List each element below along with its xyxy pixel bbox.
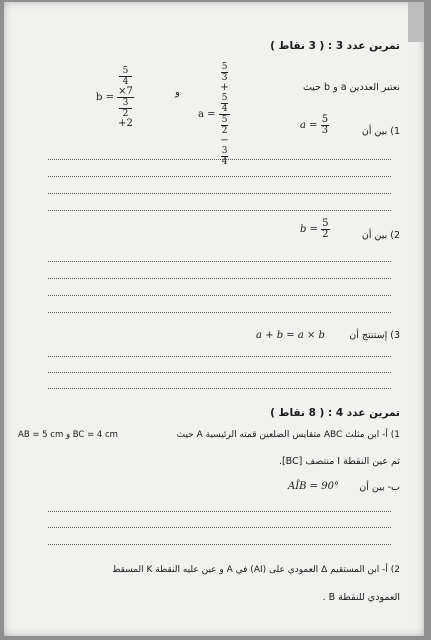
ex3-q1-text: 1) بين أن: [361, 126, 400, 137]
page-edge-shadow: [408, 2, 424, 42]
answer-line: [48, 159, 391, 160]
q1-fraction: [321, 115, 329, 136]
definition-b: [96, 66, 134, 129]
q1-lhs: a =: [300, 120, 318, 131]
q2-fraction: [321, 219, 329, 240]
answer-line: [48, 527, 391, 528]
answer-line: [48, 372, 391, 373]
ex4-q1a-text: 1) أ- ابن مثلث ABC متقايس الضلعين قمته الرئيسية A حيث: [176, 430, 400, 440]
ex3-q3-expression: a + b = a × b: [256, 330, 325, 341]
a-label: a =: [198, 109, 216, 120]
q1-numerator: 5: [321, 114, 329, 125]
exercise-3-intro: نعتبر العددين a و b حيث: [302, 82, 400, 93]
and-word: و: [175, 87, 180, 98]
ex3-q3-text: 3) إستنتج أن: [349, 330, 400, 341]
worksheet-page: [4, 2, 424, 636]
answer-line: [48, 356, 391, 357]
exercise-4-title: تمرين عدد 4 : ( 8 نقاط ): [270, 407, 400, 419]
ex3-q2-text: 2) بين أن: [361, 230, 400, 241]
ex4-q2-line2: العمودي للنقطة B .: [322, 592, 400, 603]
exercise-3-title: تمرين عدد 3 : ( 3 نقاط ): [270, 40, 400, 52]
ex3-q1-expression: [300, 115, 329, 136]
ex4-q2-line1: 2) أ- ابن المستقيم Δ العمودي على (AI) في A و عين عليه النقطة K المسقط: [112, 565, 400, 575]
q2-numerator: 5: [322, 218, 329, 229]
answer-line: [48, 261, 391, 262]
answer-line: [48, 278, 391, 279]
a-fraction: 5 3 + 5 4 5 2 − 3 4: [220, 62, 229, 167]
answer-line: [48, 388, 391, 389]
answer-line: [48, 312, 391, 313]
answer-line: [48, 176, 391, 177]
ex4-q1a-line2: ثم عين النقطة I منتصف [BC].: [278, 456, 400, 467]
answer-line: [48, 544, 391, 545]
answer-line: [48, 193, 391, 194]
answer-line: [48, 295, 391, 296]
b-label: b =: [96, 92, 114, 103]
ex4-q1b-text: ب- بين أن: [359, 482, 400, 493]
ex3-q2-expression: [300, 219, 330, 240]
q1-denominator: 3: [321, 125, 329, 136]
answer-line: [48, 210, 391, 211]
q2-lhs: b =: [300, 224, 318, 235]
ex4-q1a-values: AB = 5 cm و BC = 4 cm: [18, 430, 118, 440]
b-fraction: 5 4 ×7 3 2 +2: [118, 66, 133, 129]
answer-line: [48, 511, 391, 512]
q2-denominator: 2: [322, 229, 329, 240]
definition-a: [198, 62, 230, 167]
ex4-q1b-expression: AÎB = 90°: [288, 481, 339, 492]
